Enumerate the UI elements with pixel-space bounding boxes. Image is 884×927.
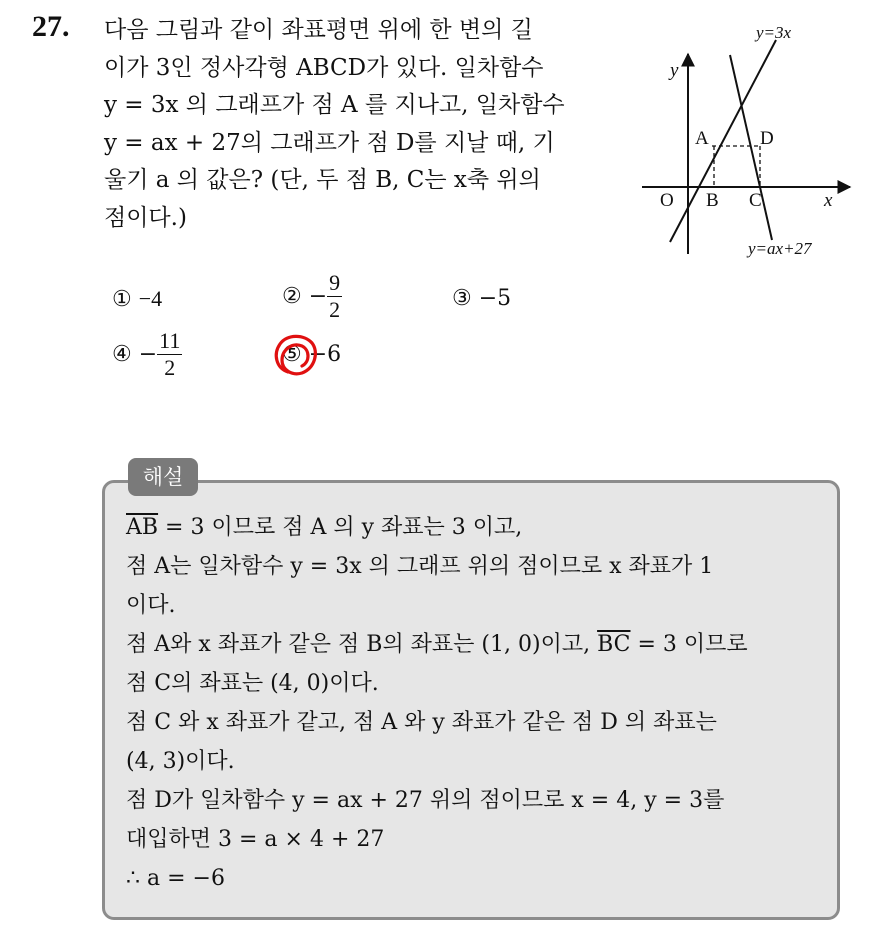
choice-marker: ② — [282, 284, 302, 309]
label-y-axis: y — [670, 60, 679, 81]
choice-3[interactable] — [452, 286, 511, 311]
segment-bc-notation: $\overline{BC}$ — [597, 632, 631, 657]
choice-4[interactable] — [112, 328, 182, 381]
choice-sign: − — [308, 284, 328, 309]
choice-value: −6 — [308, 342, 342, 367]
solution-line: 점 A는 일차함수 y = 3x 의 그래프 위의 점이므로 x 좌표가 1 — [126, 554, 714, 579]
fraction-denominator: 2 — [329, 297, 341, 322]
choice-value: −5 — [478, 286, 512, 311]
fraction — [157, 328, 182, 381]
question-text — [104, 12, 616, 237]
choice-value: −4 — [138, 286, 163, 311]
fraction-numerator: 11 — [159, 328, 181, 353]
label-point-d: D — [760, 128, 774, 149]
solution-tab: 해설 — [128, 458, 198, 496]
label-point-a: A — [695, 128, 709, 149]
question-line: 울기 a 의 값은? (단, 두 점 B, C는 x축 위의 — [104, 167, 541, 193]
solution-line: $\overline{AB} = 3$ 이므로 점 A 의 y 좌표는 3 이고, — [126, 515, 523, 540]
question-line: 이가 3인 정사각형 ABCD가 있다. 일차함수 — [104, 54, 544, 81]
fraction — [327, 270, 342, 323]
question-number: 27. — [32, 10, 70, 43]
choice-2[interactable] — [282, 270, 342, 323]
choice-marker: ① — [112, 287, 132, 312]
label-line2: y=ax+27 — [748, 239, 812, 258]
choice-marker: ⑤ — [282, 342, 302, 367]
choice-marker: ④ — [112, 342, 132, 367]
label-line1: y=3x — [756, 23, 792, 42]
solution-line: 점 A와 x 좌표가 같은 점 B의 좌표는 (1, 0)이고, $\overline{BC} = 3$ 이므로 — [126, 632, 748, 657]
label-x-axis: x — [824, 190, 833, 211]
choice-sign: − — [138, 342, 158, 367]
solution-line: 점 D가 일차함수 y = ax + 27 위의 점이므로 x = 4, y = 3를 — [126, 788, 725, 813]
solution-text — [126, 508, 826, 898]
answer-mark — [270, 330, 320, 380]
fraction-numerator: 9 — [329, 270, 341, 295]
question-line: 점이다.) — [104, 204, 187, 231]
solution-line: 대입하면 3 = a × 4 + 27 — [126, 827, 385, 852]
coordinate-graph — [640, 22, 876, 267]
choice-marker: ③ — [452, 286, 472, 311]
segment-ab-notation: $\overline{AB}$ — [126, 515, 159, 540]
solution-line: 점 C의 좌표는 (4, 0)이다. — [126, 671, 379, 696]
solution-line: 점 C 와 x 좌표가 같고, 점 A 와 y 좌표가 같은 점 D 의 좌표는 — [126, 710, 717, 735]
question-line: 다음 그림과 같이 좌표평면 위에 한 변의 길 — [104, 17, 533, 43]
label-point-b: B — [706, 190, 719, 211]
question-line: y = ax + 27의 그래프가 점 D를 지날 때, 기 — [104, 129, 555, 156]
fraction-denominator: 2 — [164, 355, 176, 380]
solution-line: (4, 3)이다. — [126, 749, 235, 774]
solution-line: 이다. — [126, 593, 176, 618]
label-point-c: C — [749, 190, 762, 211]
choice-1[interactable] — [112, 286, 162, 312]
solution-line: ∴ a = −6 — [126, 866, 225, 891]
question-line: y = 3x 의 그래프가 점 A 를 지나고, 일차함수 — [104, 92, 565, 118]
label-origin: O — [660, 190, 674, 211]
